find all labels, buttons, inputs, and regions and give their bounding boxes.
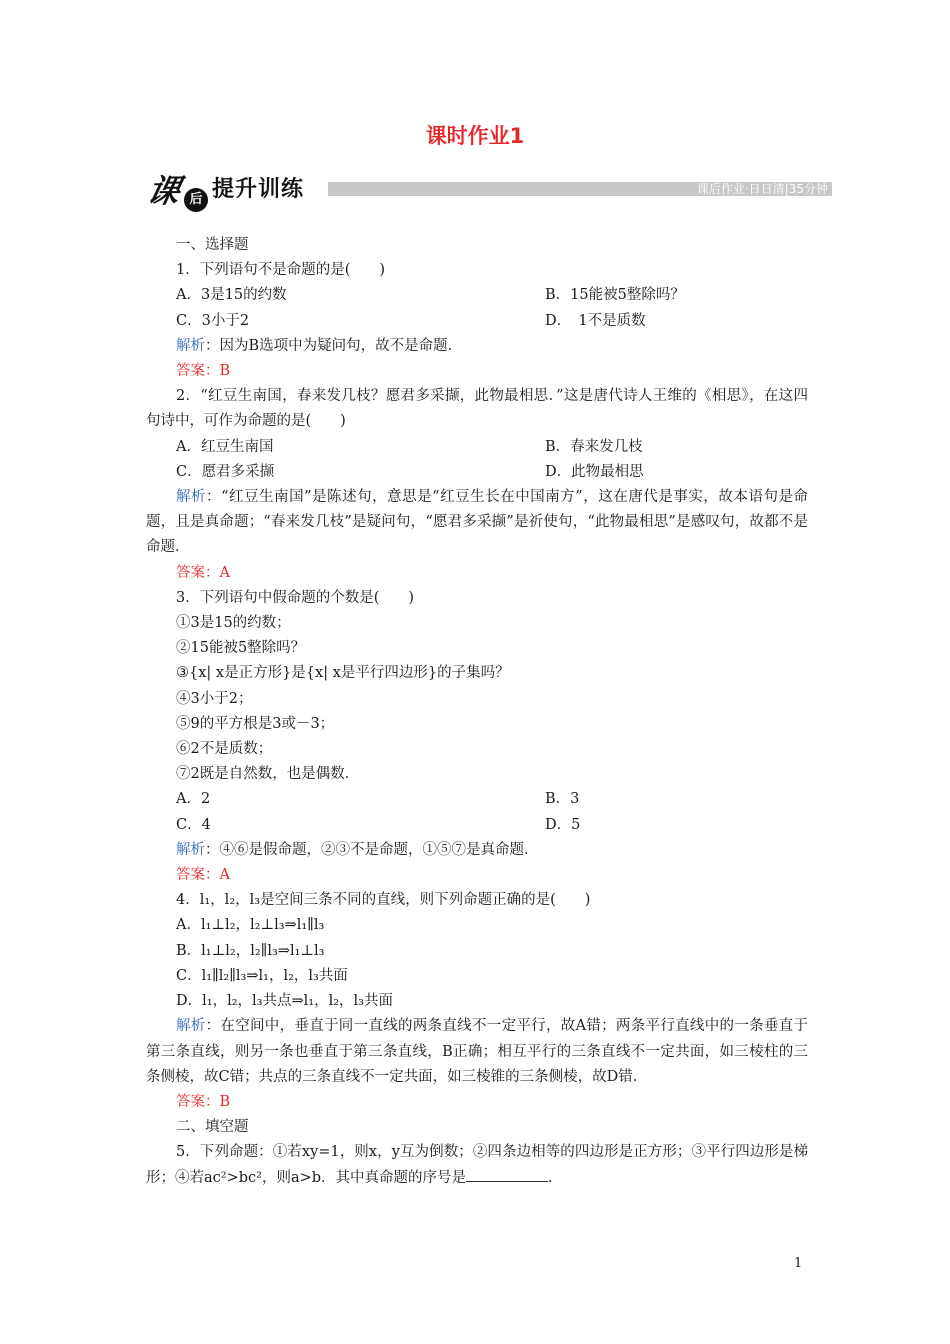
option-b: B．春来发几枝	[545, 438, 643, 455]
banner-logo-char: 课	[143, 172, 184, 210]
analysis-label: 解析	[176, 337, 205, 354]
section-banner	[143, 166, 832, 212]
question-3-item: ②15能被5整除吗？	[176, 640, 306, 657]
option-a: A．红豆生南国	[176, 438, 274, 455]
section-heading-fill: 二、填空题	[176, 1119, 249, 1136]
question-4-stem: 4．l₁，l₂，l₃是空间三条不同的直线，则下列命题正确的是( )	[176, 892, 591, 909]
question-2-options-ab	[146, 435, 808, 460]
answer-label: 答案：	[176, 1093, 220, 1110]
page-number: 1	[794, 1256, 803, 1271]
option-b: B．15能被5整除吗？	[545, 287, 685, 304]
question-3-item: ⑥2不是质数；	[176, 741, 273, 758]
question-3-answer	[146, 863, 808, 888]
question-2-answer	[146, 561, 808, 586]
option-d: D． 1不是质数	[545, 312, 646, 329]
answer-value: B	[219, 1093, 231, 1110]
answer-value: A	[219, 867, 230, 884]
question-3-item: ③{x| x是正方形}是{x| x是平行四边形}的子集吗？	[176, 665, 510, 682]
question-3-options-cd	[146, 813, 808, 838]
analysis-text: ：“红豆生南国”是陈述句，意思是“红豆生长在中国南方”，这在唐代是事实，故本语句是命题，且是真命题；“春来发几枝”是疑问句，“愿君多采撷”是祈使句，“此物最相思”是感叹句，故都不是命题．	[146, 489, 808, 556]
question-2-options-cd	[146, 460, 808, 485]
banner-tag: 课后作业·日日清|35分钟	[696, 182, 828, 196]
analysis-text: ：④⑥是假命题，②③不是命题，①⑤⑦是真命题．	[205, 841, 539, 858]
question-3-options-ab	[146, 787, 808, 812]
answer-value: B	[219, 363, 231, 380]
page-title: 课时作业1	[425, 124, 525, 148]
question-1-stem: 1．下列语句不是命题的是( )	[176, 262, 386, 279]
question-3-stem: 3．下列语句中假命题的个数是( )	[176, 589, 415, 606]
analysis-text: ：在空间中，垂直于同一直线的两条直线不一定平行，故A错；两条平行直线中的一条垂直于第三条直线，则另一条也垂直于第三条直线，B正确；相互平行的三条直线不一定共面，如三棱柱的三条侧棱，故C错；共点的三条直线不一定共面，如三棱锥的三条侧棱，故D错．	[146, 1018, 809, 1085]
question-1-analysis	[146, 334, 808, 359]
question-1-answer	[146, 359, 808, 384]
banner-logo-badge: 后	[184, 188, 208, 212]
option-c: C．3小于2	[176, 312, 250, 329]
question-5-end: ．	[548, 1169, 563, 1186]
question-5-text: 5．下列命题：①若xy=1，则x，y互为倒数；②四条边相等的四边形是正方形；③平行四边形是梯形；④若ac²>bc²，则a>b．其中真命题的序号是	[146, 1144, 808, 1186]
banner-heading: 提升训练	[212, 177, 305, 202]
option-d: D．此物最相思	[545, 463, 644, 480]
question-3-item: ⑦2既是自然数，也是偶数．	[176, 766, 360, 783]
question-3-item: ④3小于2；	[176, 690, 253, 707]
option-c: C．4	[176, 816, 211, 833]
question-3-item: ⑤9的平方根是3或－3；	[176, 715, 335, 732]
question-3-item: ①3是15的约数；	[176, 615, 291, 632]
option-a: A．l₁⊥l₂，l₂⊥l₃⇒l₁∥l₃	[176, 917, 325, 934]
option-a: A．3是15的约数	[176, 287, 287, 304]
option-d: D．l₁，l₂，l₃共点⇒l₁，l₂，l₃共面	[176, 993, 393, 1010]
answer-blank	[466, 1167, 548, 1182]
analysis-text: ：因为B选项中为疑问句，故不是命题．	[205, 337, 463, 354]
option-b: B．3	[545, 791, 580, 808]
document-body	[146, 233, 808, 1191]
option-c: C．l₁∥l₂∥l₃⇒l₁，l₂，l₃共面	[176, 967, 348, 984]
analysis-label: 解析	[176, 489, 207, 506]
answer-label: 答案：	[176, 867, 220, 884]
question-4-analysis	[146, 1014, 808, 1090]
question-2-analysis	[146, 485, 808, 561]
banner-bar	[328, 182, 832, 196]
option-a: A．2	[176, 791, 211, 808]
analysis-label: 解析	[176, 1018, 206, 1035]
analysis-label: 解析	[176, 841, 205, 858]
question-1-options-cd	[146, 309, 808, 334]
question-5-stem	[146, 1140, 808, 1190]
answer-value: A	[219, 564, 230, 581]
option-c: C．愿君多采撷	[176, 463, 275, 480]
option-b: B．l₁⊥l₂，l₂∥l₃⇒l₁⊥l₃	[176, 942, 325, 959]
question-2-stem: 2．“红豆生南国，春来发几枝？愿君多采撷，此物最相思．”这是唐代诗人王维的《相思》，在这四句诗中，可作为命题的是( )	[146, 388, 808, 430]
section-heading-choice: 一、选择题	[176, 237, 249, 253]
option-d: D．5	[545, 816, 581, 833]
answer-label: 答案：	[176, 363, 220, 380]
question-3-analysis	[146, 838, 808, 863]
answer-label: 答案：	[176, 564, 220, 581]
question-4-answer	[146, 1090, 808, 1115]
question-1-options-ab	[146, 283, 808, 308]
